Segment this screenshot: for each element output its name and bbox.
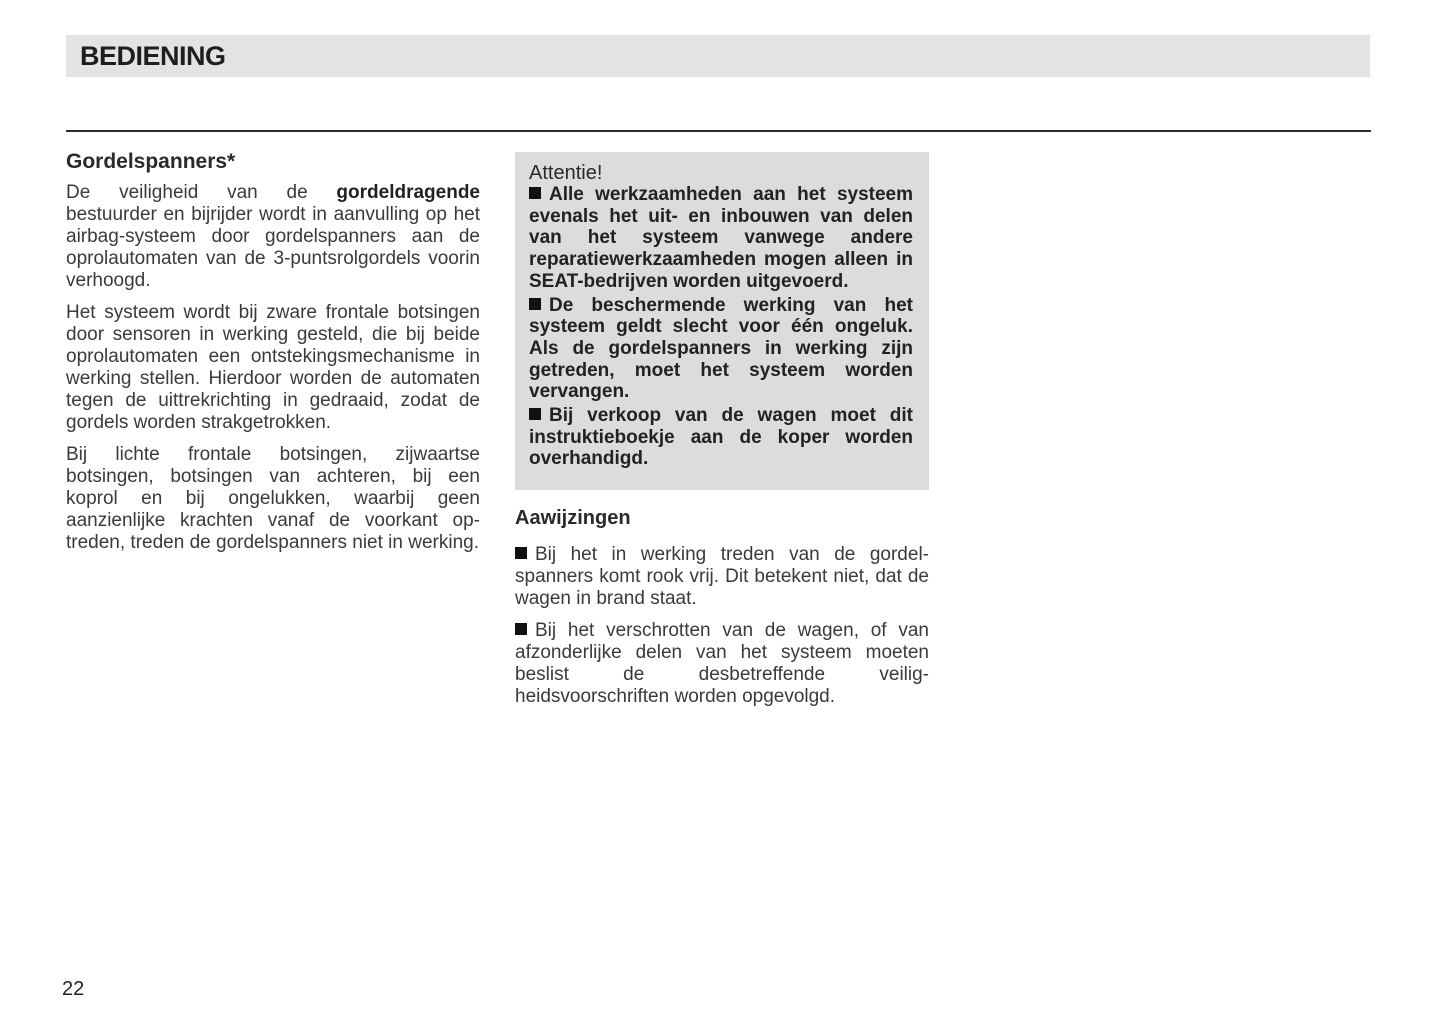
notes-title: Aawijzingen [515,507,631,529]
middle-column [515,152,929,718]
paragraph-1-start: De veiligheid van de [66,182,337,203]
paragraph-2: Het systeem wordt bij zware frontale botsingen door sensoren in werking gesteld, die bij beide oprolautomaten een ontstekingsmechanisme in werking stellen. Hierdoor worden de automaten tegen de uittrekrichting in gedraaid, zodat de gordels worden strakgetrokken. [66,302,480,433]
left-column [66,150,480,564]
section-title: Gordelspanners* [66,150,236,173]
warning-item-text: Bij verkoop van de wagen moet dit instruktieboekje aan de koper worden overhandigd. [529,405,913,470]
note-item [515,544,929,610]
square-bullet-icon [529,298,541,310]
warning-item [529,184,913,293]
warning-box [515,152,929,490]
square-bullet-icon [529,408,541,420]
header-band [66,35,1370,77]
square-bullet-icon [515,623,527,635]
note-item [515,620,929,708]
square-bullet-icon [529,187,541,199]
paragraph-1-end: bestuurder en bijrijder wordt in aanvulling op het airbag-systeem door gordelspanners aan de oprolautomaten van de 3-puntsrolgordels voorin verhoogd. [66,204,480,291]
warning-item [529,295,913,404]
paragraph-1 [66,182,480,292]
warning-item [529,405,913,470]
paragraph-3: Bij lichte frontale botsingen, zijwaartse botsingen, botsingen van achteren, bij een koprol en bij ongelukken, waarbij geen aanzienlijke krachten vanaf de voorkant optreden, treden de gordelspanners niet in werking. [66,444,480,553]
paragraph-1-bold-term: gordeldragende [336,182,480,203]
horizontal-rule [66,130,1371,132]
note-item-text: Bij het in werking treden van de gordelspanners komt rook vrij. Dit betekent niet, dat de wagen in brand staat. [515,544,929,609]
page-header-title: BEDIENING [80,41,226,71]
page-number: 22 [62,978,85,1000]
note-item-text: Bij het verschrotten van de wagen, of van afzonderlijke delen van het systeem moeten beslist de desbetreffende veiligheidsvoorschriften worden opgevolgd. [515,620,929,707]
warning-item-text: Alle werkzaamheden aan het systeem evenals het uit- en inbouwen van delen van het systeem vanwege andere reparatiewerkzaamheden mogen alleen in SEAT-bedrijven worden uitgevoerd. [529,184,913,292]
warning-title: Attentie! [529,162,603,184]
warning-item-text: De beschermende werking van het systeem geldt slecht voor één ongeluk. Als de gordelspanners in werking zijn getreden, moet het systeem worden vervangen. [529,294,913,403]
square-bullet-icon [515,547,527,559]
